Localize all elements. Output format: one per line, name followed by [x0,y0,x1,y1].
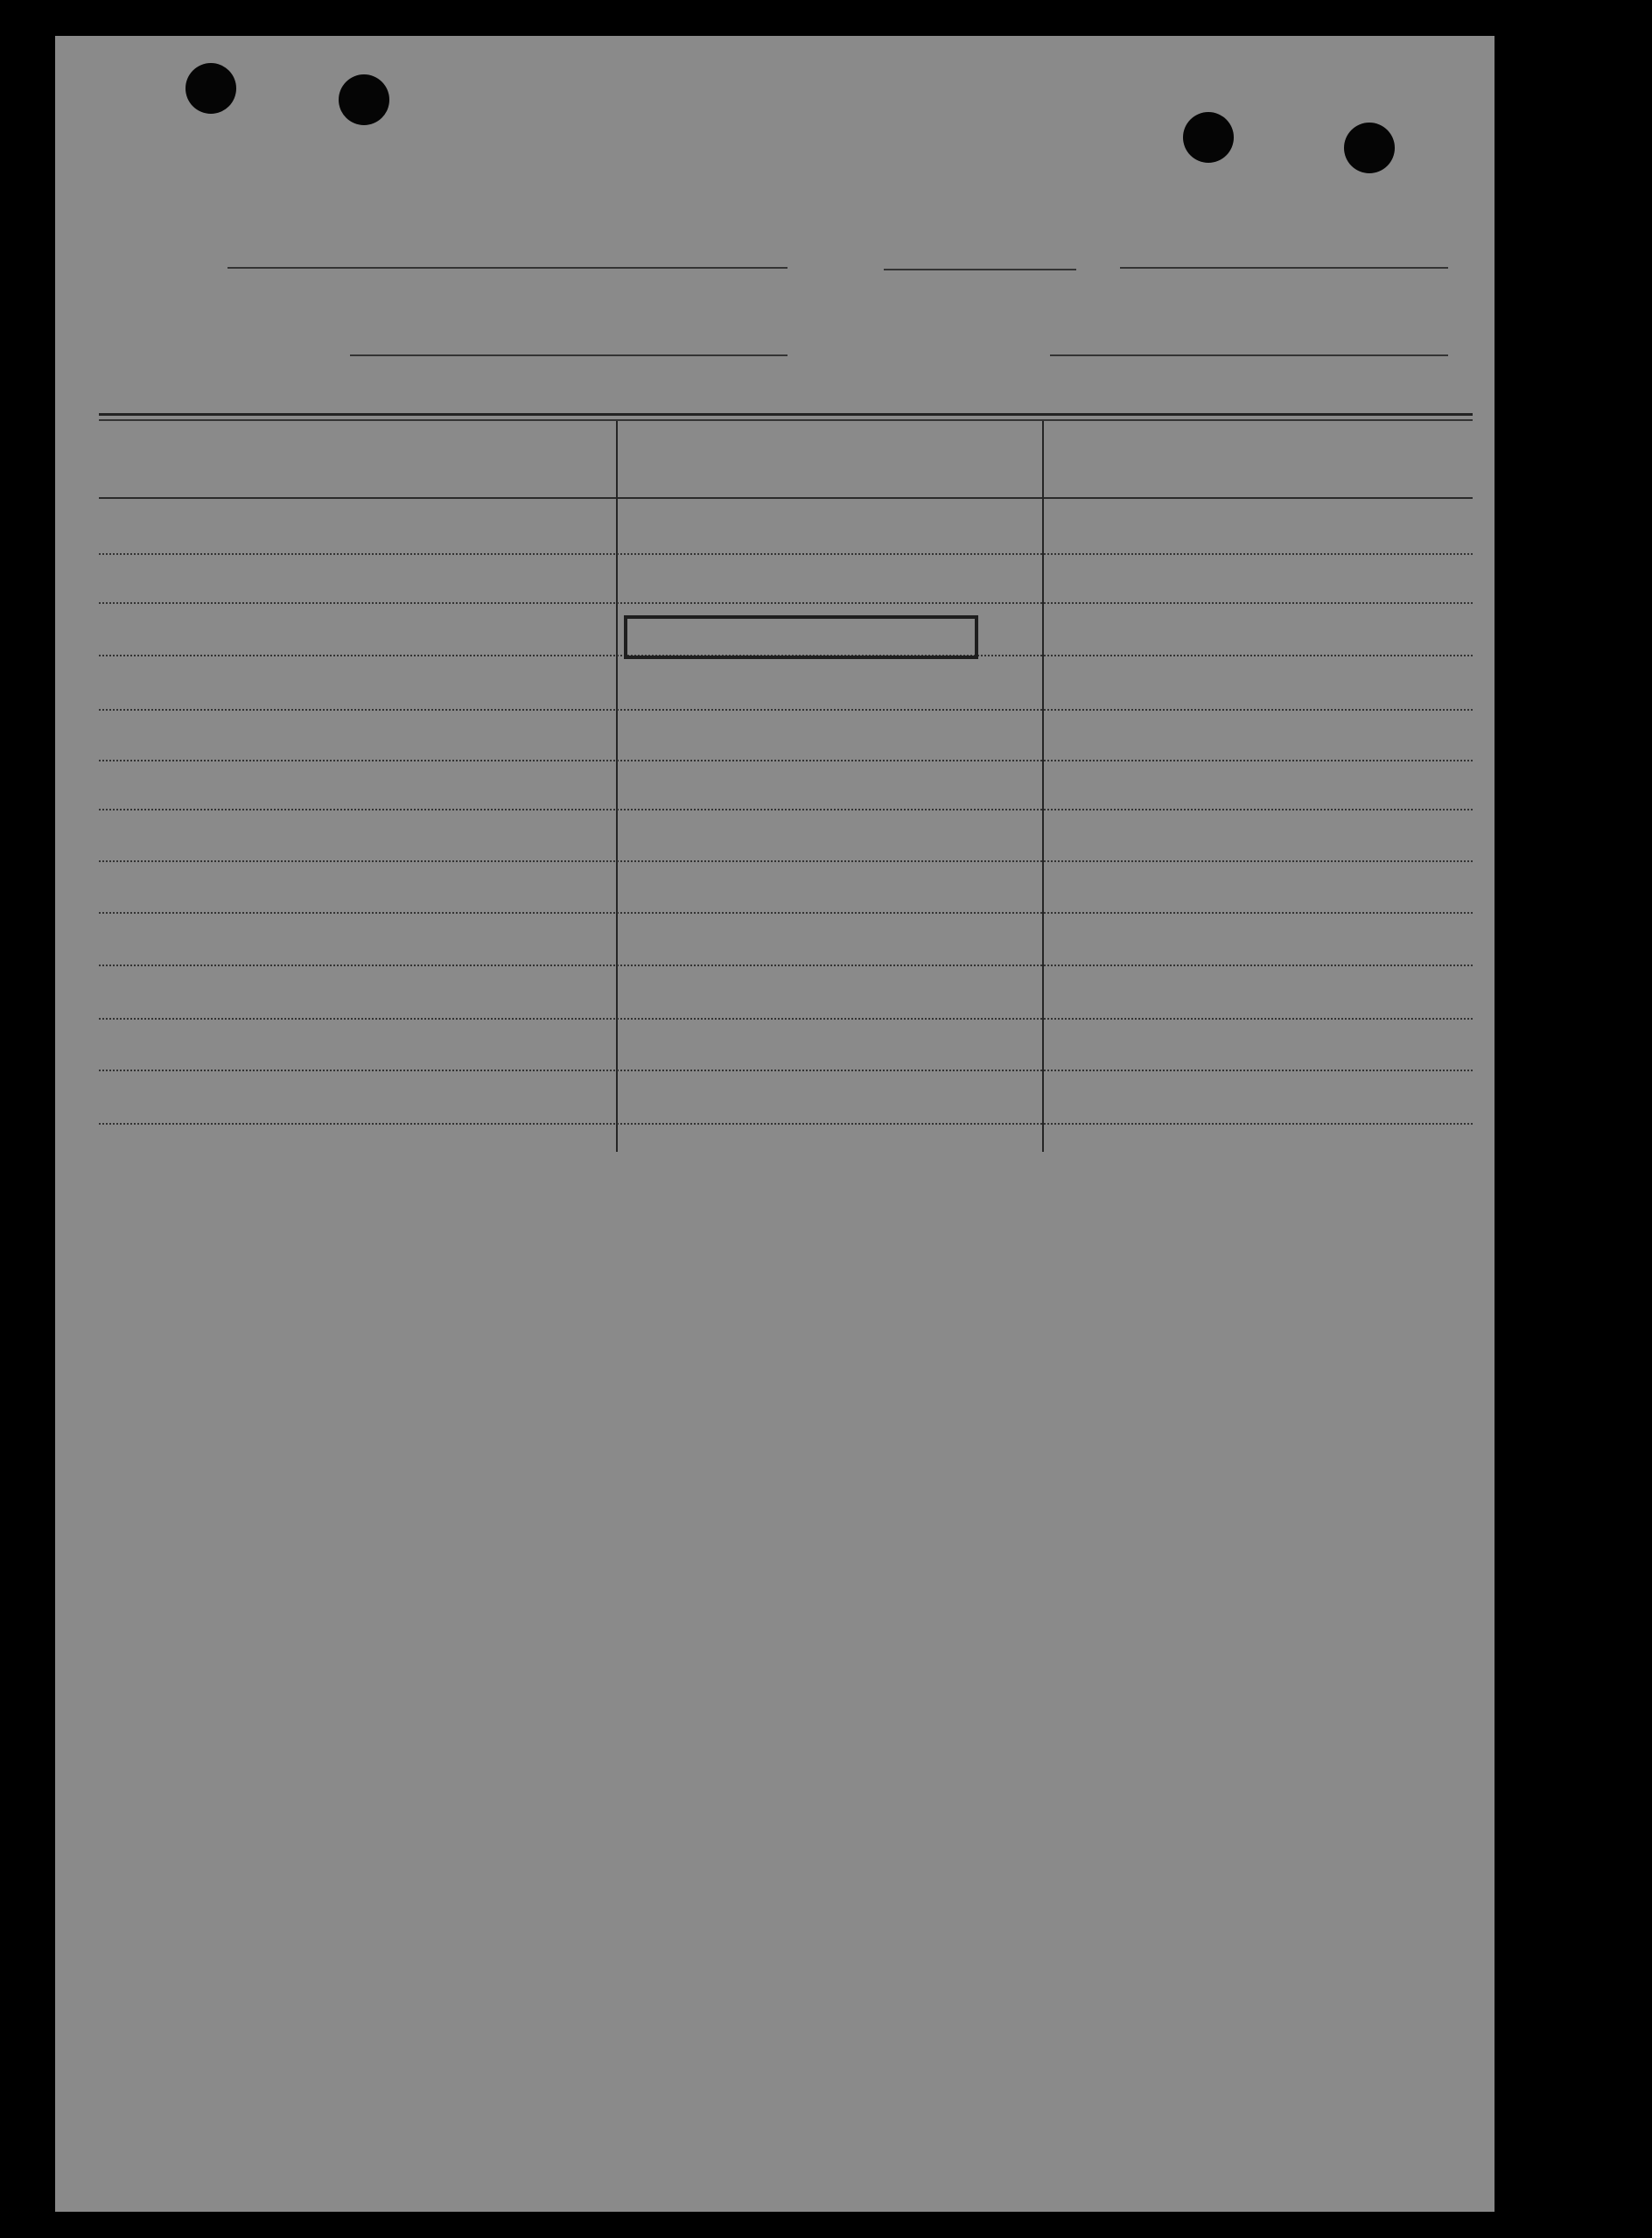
date-underline [1120,267,1448,269]
row-rule [99,809,1473,810]
table-top-rule-2 [99,419,1473,421]
disembark-underline [1050,354,1448,356]
row-rule [99,553,1473,555]
punch-hole-1 [186,63,236,114]
header-bottom-rule [99,497,1473,499]
column-divider-1 [616,421,618,1152]
column-divider-2 [1042,421,1044,1152]
row-rule [99,709,1473,711]
row-rule [99,860,1473,862]
off-at-stamp-border [624,615,978,659]
table-top-rule [99,413,1473,416]
row-rule [99,1123,1473,1125]
punch-hole-3 [1183,112,1234,163]
aircraft-underline [228,267,788,269]
row-rule [99,912,1473,914]
row-rule [99,1070,1473,1071]
embark-underline [350,354,788,356]
punch-hole-4 [1344,123,1395,173]
flight-underline [884,269,1076,270]
row-rule [99,760,1473,761]
row-rule [99,1018,1473,1020]
row-rule [99,965,1473,966]
row-rule [99,602,1473,604]
punch-hole-2 [339,74,389,125]
